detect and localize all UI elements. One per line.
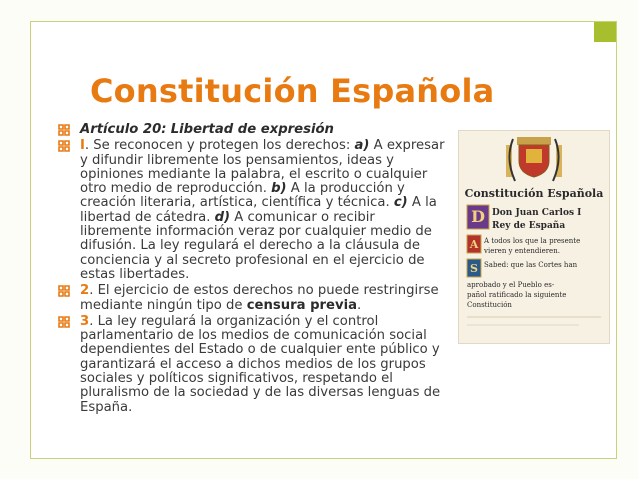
svg-text:A: A — [469, 238, 479, 251]
corner-accent — [594, 22, 616, 42]
svg-text:Constitución Española: Constitución Española — [464, 187, 604, 200]
svg-text:Constitución: Constitución — [467, 301, 512, 309]
bullet-icon — [58, 124, 70, 136]
svg-text:pañol ratificado la siguiente: pañol ratificado la siguiente — [467, 291, 567, 299]
article-label: Artículo 20: — [80, 122, 167, 137]
paragraph-text: . La ley regulará la organización y el control parlamentario de los medios de comunicación social dependientes del Estado o de cualquier ente público y garantizará el acceso a dichos medios de los grupos sociales y políticos significativos, respetando el pluralismo de la sociedad y de las diversas lenguas de España. — [80, 313, 441, 415]
article-topic: Libertad de expresión — [170, 122, 334, 137]
list-item-2 — [58, 284, 448, 313]
bullet-icon — [58, 316, 70, 328]
svg-text:D: D — [471, 207, 485, 226]
svg-text:Sabed: que las Cortes han: Sabed: que las Cortes han — [484, 261, 578, 269]
constitution-document-image — [458, 130, 610, 344]
slide-title: Constitución Española — [90, 72, 495, 110]
bullet-icon — [58, 140, 70, 152]
paragraph-number: 3 — [80, 313, 90, 329]
list-item-3 — [58, 315, 448, 415]
paragraph-text: . Se reconocen y protegen los derechos: — [84, 138, 355, 154]
sub-label-b: b) — [271, 181, 287, 197]
svg-text:aprobado y el Pueblo es-: aprobado y el Pueblo es- — [467, 281, 555, 289]
strong-text: censura previa — [246, 297, 358, 313]
paragraph-end: . — [357, 297, 362, 313]
coat-of-arms-icon — [506, 137, 562, 181]
bullet-icon — [58, 285, 70, 297]
sub-text-b: A la producción y creación literaria, artística, científica y técnica. — [80, 181, 405, 211]
svg-text:Rey de España: Rey de España — [492, 221, 566, 231]
sub-label-d: d) — [214, 209, 231, 225]
paragraph-text: . El ejercicio de estos derechos no puede restringirse mediante ningún tipo de — [80, 283, 439, 313]
document-illustration — [459, 131, 609, 343]
sub-label-a: a) — [354, 138, 370, 154]
list-item-article — [58, 123, 448, 137]
sub-label-c: c) — [393, 195, 408, 211]
svg-text:A todos los que la presente: A todos los que la presente — [484, 237, 581, 245]
svg-text:vieren y entendieren.: vieren y entendieren. — [484, 247, 560, 255]
sub-text-d: A comunicar o recibir libremente información veraz por cualquier medio de difusión. La ley regulará el derecho a la cláusula de conciencia y al secreto profesional en el ejercicio de estas libertades. — [80, 209, 432, 282]
svg-text:S: S — [470, 262, 478, 275]
list-item-1 — [58, 139, 448, 282]
sub-text-a: A expresar y difundir libremente los pensamientos, ideas y opiniones mediante la palabra, el escrito o cualquier otro medio de reproducción. — [80, 138, 445, 197]
svg-text:Don Juan Carlos I: Don Juan Carlos I — [492, 208, 582, 218]
paragraph-number: 2 — [80, 283, 90, 299]
bullet-list — [58, 123, 448, 417]
sub-text-c: A la libertad de cátedra. — [80, 195, 437, 225]
paragraph-number: I — [80, 138, 85, 154]
